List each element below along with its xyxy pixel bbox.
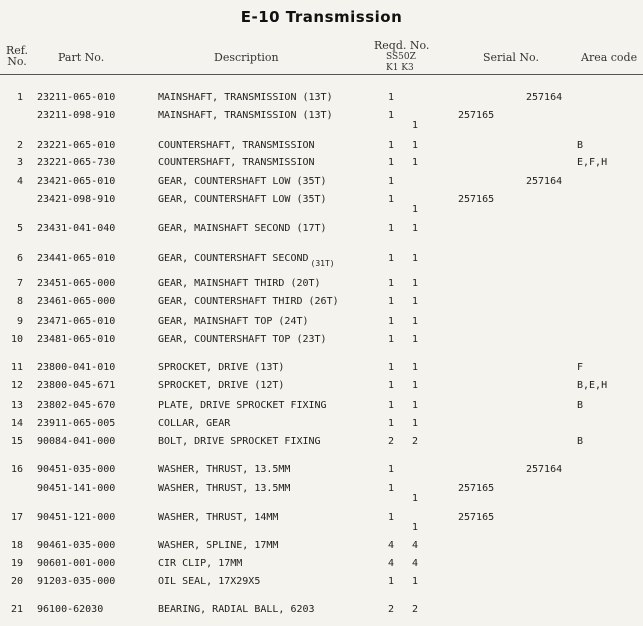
row-k1: 1 <box>388 253 395 264</box>
header-no-label: No. <box>7 55 27 68</box>
row-desc: WASHER, THRUST, 13.5MM <box>158 483 291 494</box>
row-serial-b: 257164 <box>526 92 563 103</box>
row-k3: 1 <box>412 334 419 345</box>
row-k1: 1 <box>388 194 395 205</box>
row-ref: 14 <box>10 418 23 429</box>
row-part: 90451-035-000 <box>37 464 116 475</box>
row-ref: 18 <box>10 540 23 551</box>
row-k1: 2 <box>388 604 395 615</box>
row-desc: PLATE, DRIVE SPROCKET FIXING <box>158 400 327 411</box>
row-desc: GEAR, COUNTERSHAFT LOW (35T) <box>158 194 327 205</box>
row-k1: 1 <box>388 296 395 307</box>
header-reqd-no: Reqd. No. <box>374 39 430 52</box>
row-part: 96100-62030 <box>37 604 104 615</box>
row-serial-a: 257165 <box>458 512 495 523</box>
row-part: 23441-065-010 <box>37 253 116 264</box>
row-k1: 1 <box>388 92 395 103</box>
row-part: 90451-121-000 <box>37 512 116 523</box>
row-ref: 6 <box>16 253 23 264</box>
row-ref: 1 <box>16 92 23 103</box>
row-desc: GEAR, COUNTERSHAFT LOW (35T) <box>158 176 327 187</box>
row-part: 90084-041-000 <box>37 436 116 447</box>
row-desc: WASHER, THRUST, 14MM <box>158 512 279 523</box>
row-k3: 1 <box>412 362 419 373</box>
row-part: 23211-098-910 <box>37 110 116 121</box>
row-k1: 1 <box>388 362 395 373</box>
row-k1: 1 <box>388 334 395 345</box>
row-k1: 1 <box>388 278 395 289</box>
row-k1: 1 <box>388 464 395 475</box>
row-ref: 13 <box>10 400 23 411</box>
row-desc: GEAR, COUNTERSHAFT SECOND $_{(31T)}$ <box>158 253 335 268</box>
row-serial-b: 257164 <box>526 176 563 187</box>
row-k1: 1 <box>388 223 395 234</box>
row-desc: GEAR, MAINSHAFT SECOND (17T) <box>158 223 327 234</box>
row-k3: 1 <box>412 253 419 264</box>
row-area: B <box>577 140 584 151</box>
row-k1: 1 <box>388 418 395 429</box>
row-ref: 19 <box>10 558 23 569</box>
row-k1: 1 <box>388 400 395 411</box>
header-ref-label: Ref. <box>6 44 28 57</box>
row-area: B <box>577 436 584 447</box>
row-desc: MAINSHAFT, TRANSMISSION (13T) <box>158 92 333 103</box>
row-part: 23911-065-005 <box>37 418 116 429</box>
row-area: B <box>577 400 584 411</box>
row-k3: 1 <box>412 204 419 215</box>
row-k3: 1 <box>412 522 419 533</box>
row-k3: 1 <box>412 296 419 307</box>
row-part: 23461-065-000 <box>37 296 116 307</box>
row-part: 23471-065-010 <box>37 316 116 327</box>
row-part: 23221-065-730 <box>37 157 116 168</box>
row-ref: 20 <box>10 576 23 587</box>
header-area-code: Area code <box>581 51 638 64</box>
row-ref: 15 <box>10 436 23 447</box>
header-part-no: Part No. <box>58 51 105 64</box>
row-area: F <box>577 362 584 373</box>
row-k3: 1 <box>412 157 419 168</box>
row-k3: 1 <box>412 493 419 504</box>
row-ref: 16 <box>10 464 23 475</box>
row-part: 23481-065-010 <box>37 334 116 345</box>
row-part: 23211-065-010 <box>37 92 116 103</box>
row-ref: 9 <box>16 316 23 327</box>
header-model: SS50Z <box>386 52 416 62</box>
row-desc: GEAR, COUNTERSHAFT TOP (23T) <box>158 334 327 345</box>
row-k3: 1 <box>412 380 419 391</box>
row-k1: 1 <box>388 483 395 494</box>
row-serial-b: 257164 <box>526 464 563 475</box>
row-k1: 1 <box>388 512 395 523</box>
row-desc: SPROCKET, DRIVE (13T) <box>158 362 285 373</box>
row-desc: WASHER, SPLINE, 17MM <box>158 540 279 551</box>
row-part: 23802-045-670 <box>37 400 116 411</box>
row-serial-a: 257165 <box>458 194 495 205</box>
row-desc: COUNTERSHAFT, TRANSMISSION <box>158 157 315 168</box>
row-k3: 4 <box>412 540 419 551</box>
row-k1: 1 <box>388 576 395 587</box>
row-k3: 1 <box>412 120 419 131</box>
row-k1: 2 <box>388 436 395 447</box>
row-k3: 2 <box>412 436 419 447</box>
row-ref: 21 <box>10 604 23 615</box>
row-k3: 1 <box>412 140 419 151</box>
row-k3: 4 <box>412 558 419 569</box>
row-part: 23431-041-040 <box>37 223 116 234</box>
row-part: 90601-001-000 <box>37 558 116 569</box>
row-part: 23221-065-010 <box>37 140 116 151</box>
row-ref: 11 <box>10 362 23 373</box>
row-k3: 1 <box>412 278 419 289</box>
row-desc: BOLT, DRIVE SPROCKET FIXING <box>158 436 321 447</box>
row-desc: GEAR, MAINSHAFT THIRD (20T) <box>158 278 321 289</box>
row-ref: 12 <box>10 380 23 391</box>
row-ref: 2 <box>16 140 23 151</box>
row-ref: 7 <box>16 278 23 289</box>
row-k1: 1 <box>388 140 395 151</box>
row-k3: 1 <box>412 418 419 429</box>
row-k3: 2 <box>412 604 419 615</box>
row-part: 90451-141-000 <box>37 483 116 494</box>
row-part: 23421-098-910 <box>37 194 116 205</box>
row-k1: 4 <box>388 540 395 551</box>
row-desc: COUNTERSHAFT, TRANSMISSION <box>158 140 315 151</box>
row-ref: 3 <box>16 157 23 168</box>
header-divider <box>0 74 643 75</box>
row-area: B,E,H <box>577 380 608 391</box>
row-k3: 1 <box>412 316 419 327</box>
row-ref: 10 <box>10 334 23 345</box>
header-description: Description <box>214 51 279 64</box>
row-part: 23800-045-671 <box>37 380 116 391</box>
row-desc: MAINSHAFT, TRANSMISSION (13T) <box>158 110 333 121</box>
row-desc: SPROCKET, DRIVE (12T) <box>158 380 285 391</box>
row-k1: 1 <box>388 110 395 121</box>
row-ref: 17 <box>10 512 23 523</box>
header-k1-k3: K1 K3 <box>386 63 414 73</box>
header-serial-no: Serial No. <box>483 51 539 64</box>
header-ref-no <box>4 45 30 67</box>
row-ref: 5 <box>16 223 23 234</box>
row-serial-a: 257165 <box>458 483 495 494</box>
row-k1: 1 <box>388 176 395 187</box>
row-desc: GEAR, MAINSHAFT TOP (24T) <box>158 316 309 327</box>
row-k1: 4 <box>388 558 395 569</box>
row-desc: GEAR, COUNTERSHAFT THIRD (26T) <box>158 296 339 307</box>
row-k3: 1 <box>412 223 419 234</box>
row-desc: CIR CLIP, 17MM <box>158 558 243 569</box>
row-part: 91203-035-000 <box>37 576 116 587</box>
row-k1: 1 <box>388 316 395 327</box>
row-k1: 1 <box>388 380 395 391</box>
row-desc: BEARING, RADIAL BALL, 6203 <box>158 604 315 615</box>
row-desc: OIL SEAL, 17X29X5 <box>158 576 261 587</box>
page-title: E-10 Transmission <box>240 8 403 26</box>
row-part: 23421-065-010 <box>37 176 116 187</box>
row-desc: WASHER, THRUST, 13.5MM <box>158 464 291 475</box>
row-ref: 4 <box>16 176 23 187</box>
row-part: 23800-041-010 <box>37 362 116 373</box>
row-serial-a: 257165 <box>458 110 495 121</box>
row-part: 90461-035-000 <box>37 540 116 551</box>
row-part: 23451-065-000 <box>37 278 116 289</box>
row-desc-sub: (31T) <box>310 259 335 268</box>
row-k1: 1 <box>388 157 395 168</box>
row-k3: 1 <box>412 400 419 411</box>
row-k3: 1 <box>412 576 419 587</box>
row-ref: 8 <box>16 296 23 307</box>
row-area: E,F,H <box>577 157 608 168</box>
row-desc: COLLAR, GEAR <box>158 418 231 429</box>
